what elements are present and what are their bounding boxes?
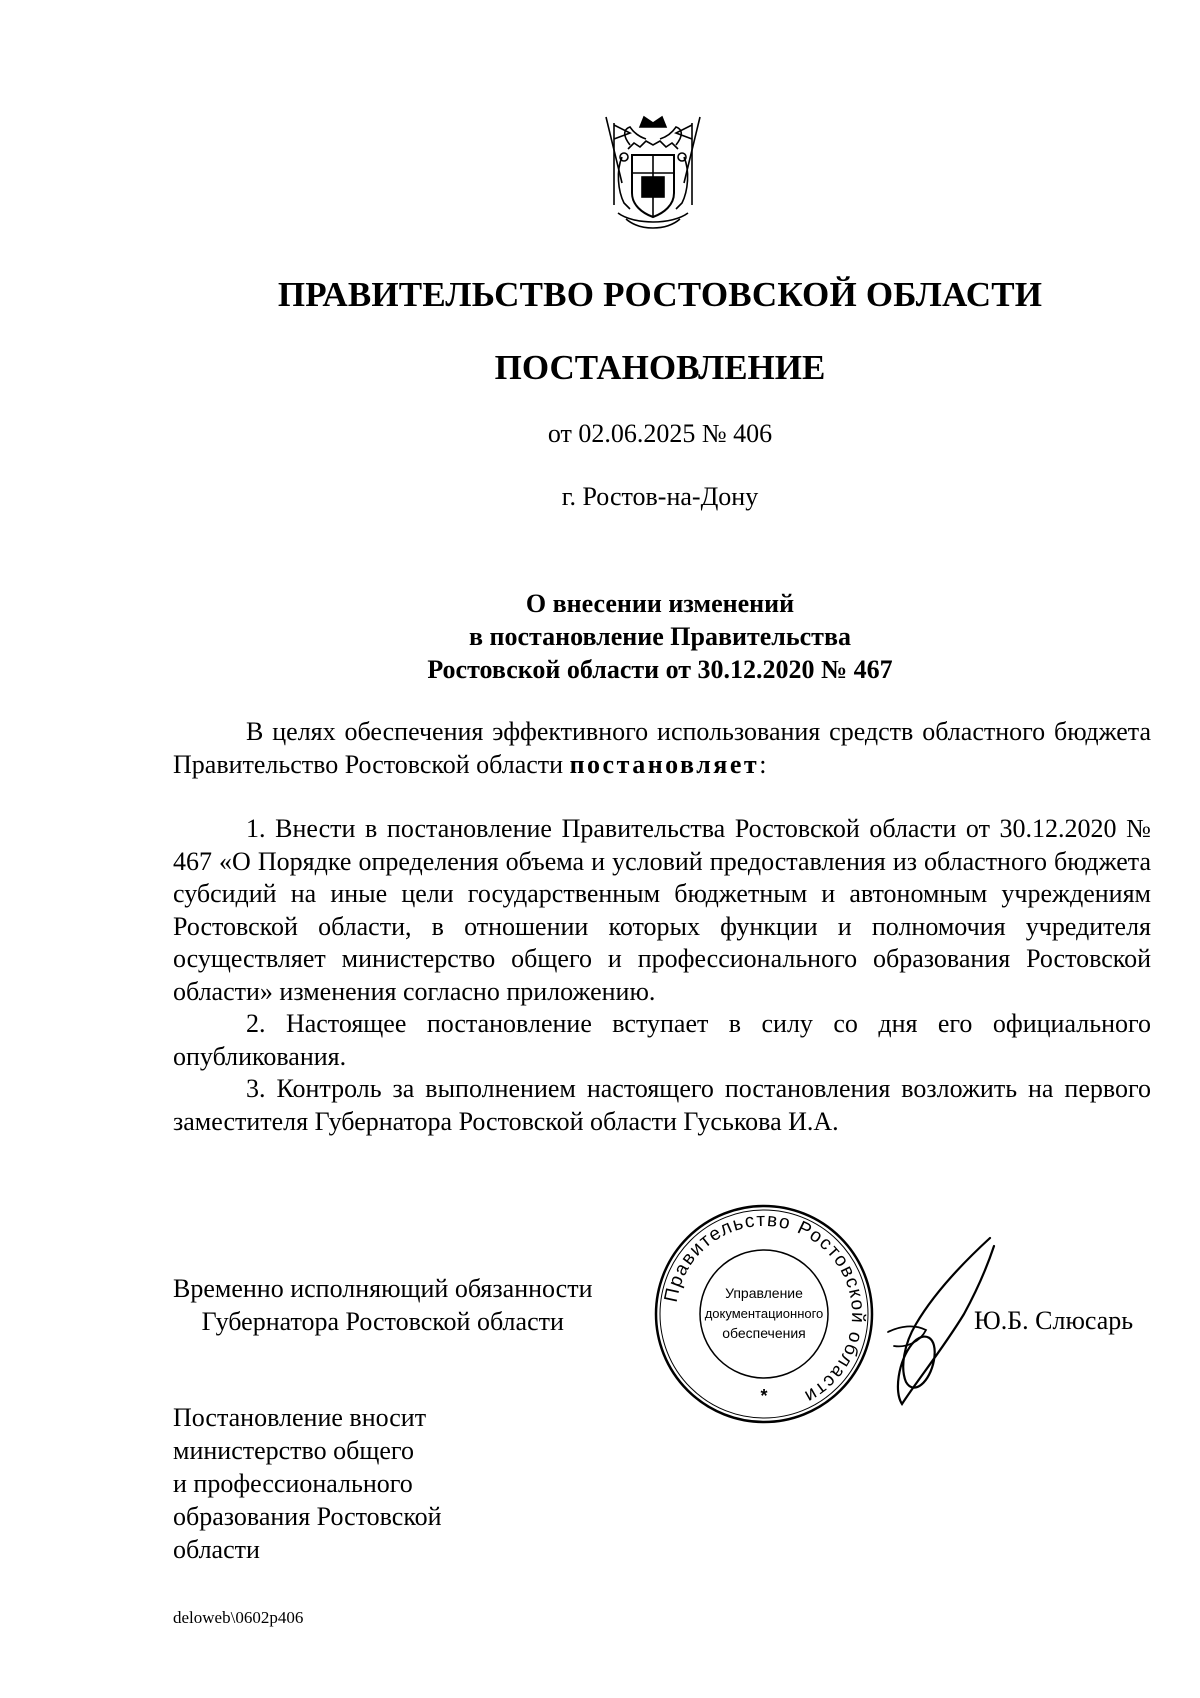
seal-line: обеспечения [722,1325,806,1341]
signatory-name: Ю.Б. Слюсарь [974,1306,1134,1335]
signatory-title-line: Временно исполняющий обязанности [173,1274,593,1303]
coat-of-arms-emblem [600,113,706,234]
official-seal-stamp [652,1202,876,1426]
preamble-paragraph [173,716,1151,781]
organization-title: ПРАВИТЕЛЬСТВО РОСТОВСКОЙ ОБЛАСТИ [277,275,1043,314]
submitted-by-note [173,1401,442,1566]
submitted-by-line: и профессионального [173,1469,413,1498]
seal-line: документационного [704,1306,824,1321]
document-subject [0,587,1200,686]
submitted-by-line: министерство общего [173,1436,414,1465]
document-body [173,716,1151,1138]
preamble-end: : [759,749,767,779]
signatory-title-line: Губернатора Ростовской области [201,1307,564,1336]
clause-paragraph: 1. Внести в постановление Правительства Ростовской области от 30.12.2020 № 467 «О Порядке определения объема и условий предоставления из областного бюджета субсидий на иные цели государственным бюджетным и автономным учреждениям Ростовской области, в отношении которых функции и полномочия учредителя осуществляет министерство общего и профессионального образования Ростовской области» изменения согласно приложению. [173,814,1151,1006]
seal-line: Управление [725,1285,803,1301]
submitted-by-line: области [173,1535,260,1564]
subject-line: в постановление Правительства [468,622,851,651]
preamble-emphasis: постановляет [569,749,760,779]
submitted-by-line: Постановление вносит [173,1403,427,1432]
seal-star: * [760,1386,768,1406]
document-date-number: от 02.06.2025 № 406 [547,419,773,448]
signatory-title [173,1272,593,1338]
file-code: deloweb\0602p406 [173,1608,304,1627]
subject-line: Ростовской области от 30.12.2020 № 467 [427,655,893,684]
subject-line: О внесении изменений [525,589,795,618]
submitted-by-line: образования Ростовской [173,1502,442,1531]
clause-paragraph: 2. Настоящее постановление вступает в силу со дня его официального опубликования. [173,1009,1151,1071]
seal-ring-text: Правительство Ростовской области [660,1209,869,1408]
preamble-text: В целях обеспечения эффективного использования средств областного бюджета Правительство Ростовской области [173,717,1151,779]
document-city: г. Ростов-на-Дону [561,482,759,511]
clause-paragraph: 3. Контроль за выполнением настоящего постановления возложить на первого заместителя Губернатора Ростовской области Гуськова И.А. [173,1074,1151,1136]
document-type-title: ПОСТАНОВЛЕНИЕ [494,348,826,387]
